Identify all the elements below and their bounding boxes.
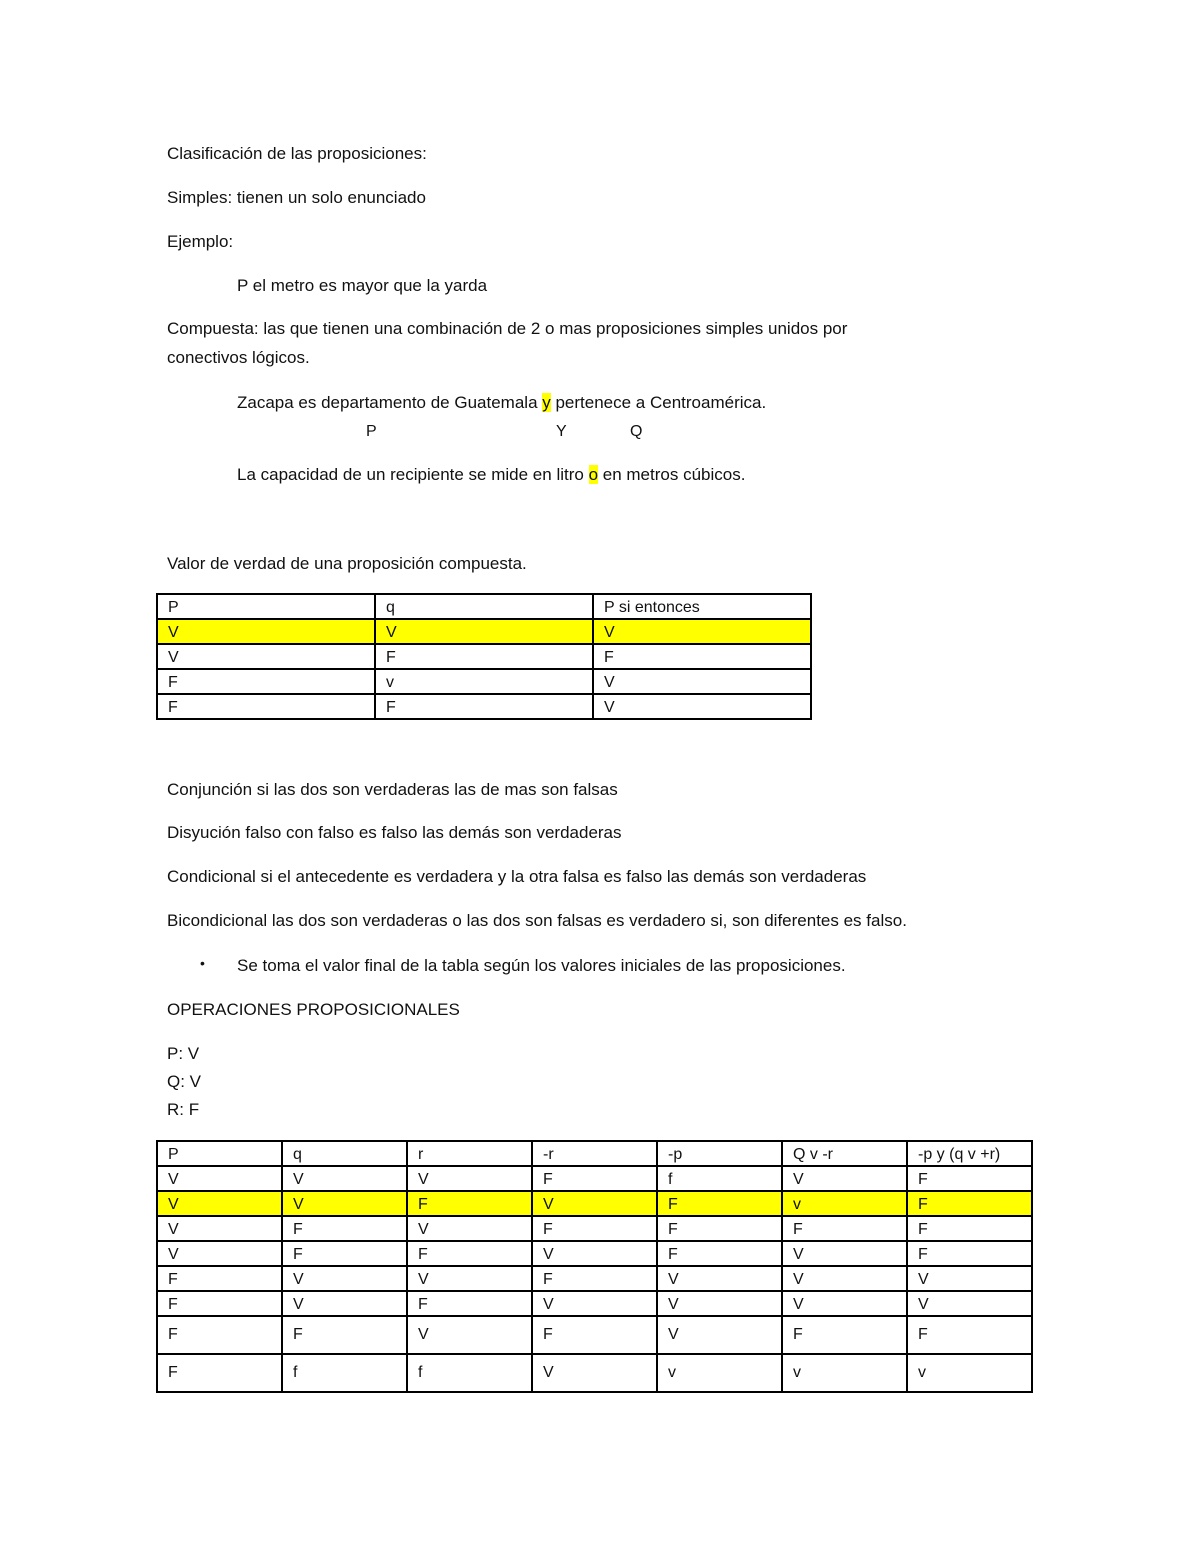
table-header-cell: P	[157, 594, 375, 619]
table-cell: V	[532, 1191, 657, 1216]
table-row	[157, 669, 811, 694]
table-row	[157, 644, 811, 669]
table-cell: F	[532, 1216, 657, 1241]
capacidad-sentence	[237, 464, 745, 486]
label-y: Y	[556, 423, 567, 440]
capacidad-connector: o	[588, 465, 599, 484]
table-header-row	[157, 594, 811, 619]
table-header-cell: Q v -r	[782, 1141, 907, 1166]
table-cell: F	[907, 1216, 1032, 1241]
table-cell: F	[532, 1166, 657, 1191]
table-header-cell: P si entonces	[593, 594, 811, 619]
table-cell: F	[157, 694, 375, 719]
table-cell: F	[282, 1316, 407, 1354]
table-header-cell: -p y (q v +r)	[907, 1141, 1032, 1166]
bullet-icon: •	[200, 955, 205, 971]
capacidad-part-a: La capacidad de un recipiente se mide en litro	[237, 465, 589, 484]
table-cell: V	[907, 1291, 1032, 1316]
table-cell: F	[157, 1316, 282, 1354]
zacapa-part-b: pertenece a Centroamérica.	[550, 393, 767, 412]
table-cell: V	[593, 694, 811, 719]
q-value: Q: V	[167, 1072, 202, 1091]
table-cell: V	[157, 1216, 282, 1241]
table-cell: V	[157, 1241, 282, 1266]
table-cell: F	[657, 1216, 782, 1241]
table-cell: F	[907, 1316, 1032, 1354]
table-cell: F	[907, 1166, 1032, 1191]
table-cell: F	[157, 1291, 282, 1316]
heading: Clasificación de las proposiciones:	[167, 144, 427, 163]
table-cell: V	[157, 1191, 282, 1216]
conjuncion-line: Conjunción si las dos son verdaderas las de mas son falsas	[167, 780, 618, 799]
r-value: R: F	[167, 1100, 200, 1119]
table-cell: V	[593, 619, 811, 644]
table-cell: F	[157, 1266, 282, 1291]
bicondicional-line: Bicondicional las dos son verdaderas o las dos son falsas es verdadero si, son diferentes es falso.	[167, 911, 907, 930]
table-cell: F	[375, 694, 593, 719]
disyucion-line: Disyución falso con falso es falso las demás son verdaderas	[167, 823, 622, 842]
table-cell: F	[375, 644, 593, 669]
label-q: Q	[630, 423, 643, 440]
zacapa-sentence	[237, 392, 766, 414]
compuesta-line-1: Compuesta: las que tienen una combinación de 2 o mas proposiciones simples unidos por	[167, 319, 848, 338]
ejemplo-label: Ejemplo:	[167, 232, 234, 251]
table-header-cell: -p	[657, 1141, 782, 1166]
table-cell: f	[407, 1354, 532, 1392]
zacapa-part-a: Zacapa es departamento de Guatemala	[237, 393, 543, 412]
table-cell: F	[282, 1216, 407, 1241]
table-row	[157, 1241, 1032, 1266]
table-cell: V	[532, 1291, 657, 1316]
table-header-cell: q	[282, 1141, 407, 1166]
table-cell: V	[532, 1241, 657, 1266]
table-cell: F	[407, 1241, 532, 1266]
table-cell: F	[532, 1316, 657, 1354]
table-row	[157, 1354, 1032, 1392]
table-cell: V	[657, 1316, 782, 1354]
operaciones-heading: OPERACIONES PROPOSICIONALES	[167, 1000, 460, 1019]
table-row	[157, 694, 811, 719]
table-row	[157, 1191, 1032, 1216]
table-cell: f	[657, 1166, 782, 1191]
table-cell: V	[407, 1266, 532, 1291]
table-cell: V	[593, 669, 811, 694]
table-cell: F	[532, 1266, 657, 1291]
table-row	[157, 619, 811, 644]
table-cell: V	[157, 644, 375, 669]
bullet-text: Se toma el valor final de la tabla según los valores iniciales de las proposiciones.	[237, 956, 846, 975]
table-cell: V	[157, 1166, 282, 1191]
table-cell: V	[282, 1191, 407, 1216]
p-value: P: V	[167, 1044, 200, 1063]
table-cell: V	[532, 1354, 657, 1392]
table-cell: F	[657, 1241, 782, 1266]
table-cell: V	[657, 1266, 782, 1291]
table-header-cell: q	[375, 594, 593, 619]
table-row	[157, 1166, 1032, 1191]
table-header-cell: r	[407, 1141, 532, 1166]
truth-table-operations	[156, 1140, 1033, 1393]
capacidad-part-b: en metros cúbicos.	[598, 465, 746, 484]
table-row	[157, 1216, 1032, 1241]
table-cell: V	[407, 1166, 532, 1191]
simples-line: Simples: tienen un solo enunciado	[167, 188, 426, 207]
table-cell: V	[657, 1291, 782, 1316]
table-cell: V	[282, 1291, 407, 1316]
truth-table-conditional	[156, 593, 812, 720]
table-cell: V	[782, 1291, 907, 1316]
table-row	[157, 1316, 1032, 1354]
table-cell: F	[782, 1216, 907, 1241]
table-cell: F	[407, 1191, 532, 1216]
label-p: P	[366, 423, 377, 440]
table-cell: v	[657, 1354, 782, 1392]
table-cell: f	[282, 1354, 407, 1392]
table-cell: V	[782, 1166, 907, 1191]
table-row	[157, 1291, 1032, 1316]
table-cell: F	[157, 1354, 282, 1392]
table-cell: v	[782, 1191, 907, 1216]
table-header-row	[157, 1141, 1032, 1166]
table-cell: v	[375, 669, 593, 694]
table-cell: V	[782, 1266, 907, 1291]
table-header-cell: -r	[532, 1141, 657, 1166]
zacapa-connector: y	[542, 393, 551, 412]
table-cell: F	[593, 644, 811, 669]
table-row	[157, 1266, 1032, 1291]
table-cell: V	[282, 1166, 407, 1191]
table-cell: F	[157, 669, 375, 694]
table-cell: F	[907, 1191, 1032, 1216]
table-cell: v	[907, 1354, 1032, 1392]
table-cell: F	[657, 1191, 782, 1216]
table-cell: V	[907, 1266, 1032, 1291]
condicional-line: Condicional si el antecedente es verdadera y la otra falsa es falso las demás son verdaderas	[167, 867, 867, 886]
table-cell: V	[407, 1316, 532, 1354]
table-cell: V	[782, 1241, 907, 1266]
table-cell: F	[407, 1291, 532, 1316]
table-cell: V	[375, 619, 593, 644]
table-cell: V	[407, 1216, 532, 1241]
table-cell: V	[282, 1266, 407, 1291]
table-cell: V	[157, 619, 375, 644]
compuesta-line-2: conectivos lógicos.	[167, 348, 310, 367]
table-cell: F	[782, 1316, 907, 1354]
table-header-cell: P	[157, 1141, 282, 1166]
table-cell: v	[782, 1354, 907, 1392]
ejemplo-text: P el metro es mayor que la yarda	[237, 276, 488, 295]
valor-heading: Valor de verdad de una proposición compuesta.	[167, 554, 527, 573]
table-cell: F	[907, 1241, 1032, 1266]
table-cell: F	[282, 1241, 407, 1266]
